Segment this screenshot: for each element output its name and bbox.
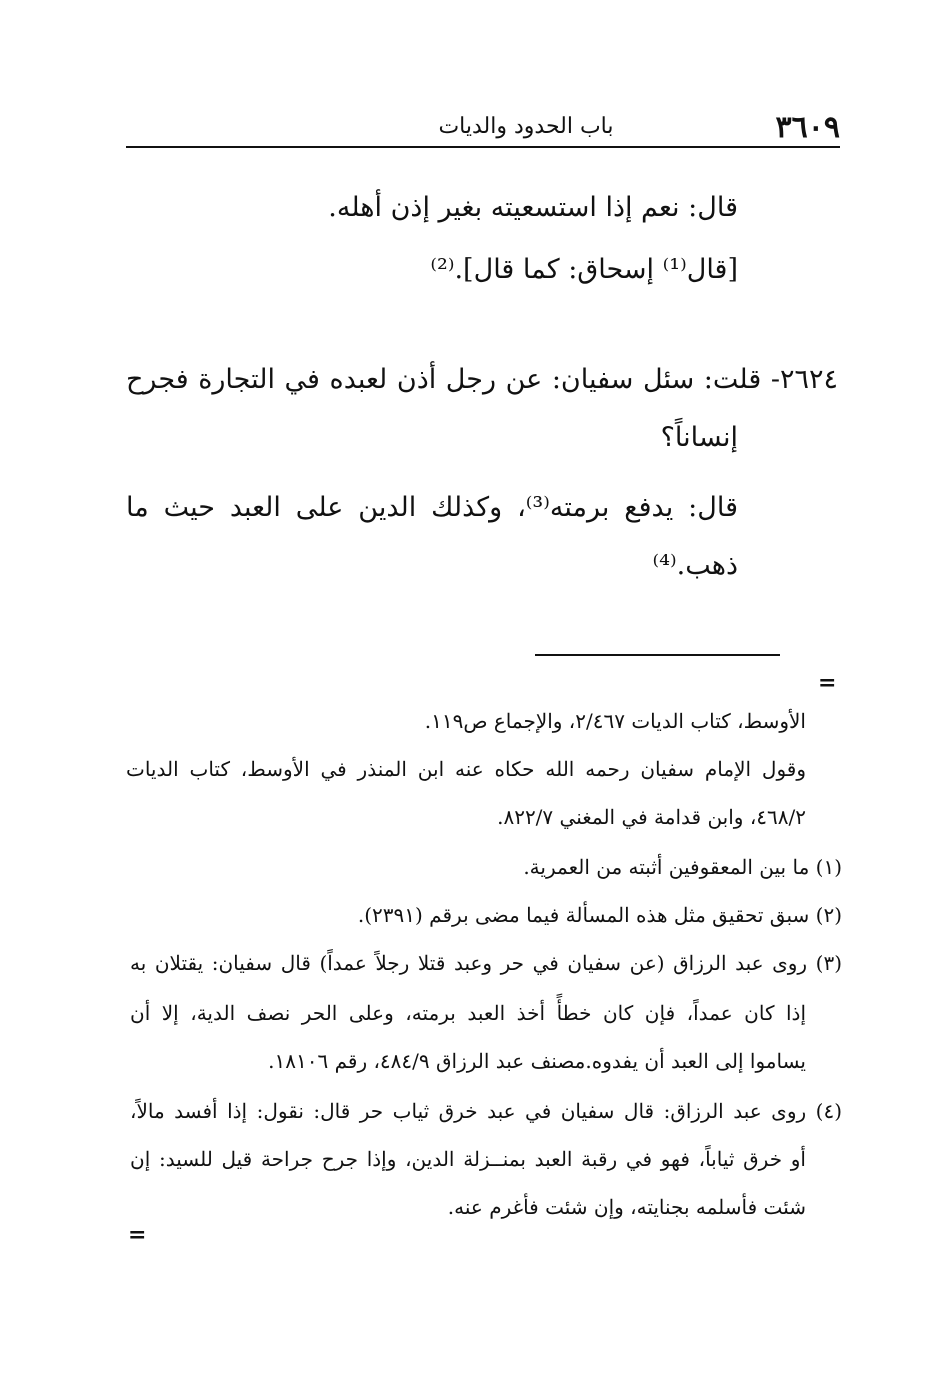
footnote-line: يساموا إلى العبد أن يفدوه.مصنف عبد الرزاق ٤٨٤/٩، رقم ١٨١٠٦.	[268, 1049, 806, 1073]
main-text-line: قال: نعم إذا استسعيته بغير إذن أهله.	[328, 192, 738, 223]
main-text-line: إنساناً؟	[660, 422, 738, 453]
footnote-line: أو خرق ثياباً، فهو في رقبة العبد بمنــزلة الدين، وإذا جرح جراحة قيل للسيد: إن	[130, 1147, 806, 1171]
running-title: باب الحدود والديات	[438, 114, 614, 139]
continuation-mark-top: =	[818, 670, 837, 696]
page-number: ٣٦٠٩	[775, 110, 840, 145]
footnote-separator	[535, 654, 780, 656]
page-header	[126, 104, 840, 148]
footnote-line: شئت فأسلمه بجنايته، وإن شئت فأغرم عنه.	[447, 1195, 806, 1219]
footnote-3: (٣) روى عبد الرزاق (عن سفيان في حر وعبد قتلا رجلاً عمداً) قال سفيان: يقتلان به	[130, 951, 842, 975]
answer-line: قال: يدفع برمته⁽³⁾، وكذلك الدين على العبد حيث ما	[126, 492, 738, 523]
footnote-2: (٢) سبق تحقيق مثل هذه المسألة فيما مضى برقم (٢٣٩١).	[357, 903, 842, 927]
header-rule	[126, 146, 840, 148]
continuation-mark-bottom: =	[128, 1222, 147, 1248]
footnote-line: ٤٦٨/٢، وابن قدامة في المغني ٨٢٢/٧.	[497, 805, 806, 829]
main-text-line: [قال⁽¹⁾ إسحاق: كما قال].⁽²⁾	[430, 254, 738, 285]
footnote-line: الأوسط، كتاب الديات ٢/٤٦٧، والإجماع ص١١٩.	[424, 709, 806, 733]
main-text-line: ذهب.⁽⁴⁾	[652, 550, 738, 581]
footnote-line: إذا كان عمداً، فإن كان خطأً أخذ العبد برمته، وعلى الحر نصف الدية، إلا أن	[130, 1001, 806, 1025]
footnote-4: (٤) روى عبد الرزاق: قال سفيان في عبد خرق ثياب حر قال: نقول: إذا أفسد مالاً،	[130, 1099, 842, 1123]
question-line: ٢٦٢٤- قلت: سئل سفيان: عن رجل أذن لعبده في التجارة فجرح	[126, 364, 838, 395]
footnote-1: (١) ما بين المعقوفين أثبته من العمرية.	[523, 855, 842, 879]
footnote-line: وقول الإمام سفيان رحمه الله حكاه عنه ابن المنذر في الأوسط، كتاب الديات	[126, 757, 806, 781]
